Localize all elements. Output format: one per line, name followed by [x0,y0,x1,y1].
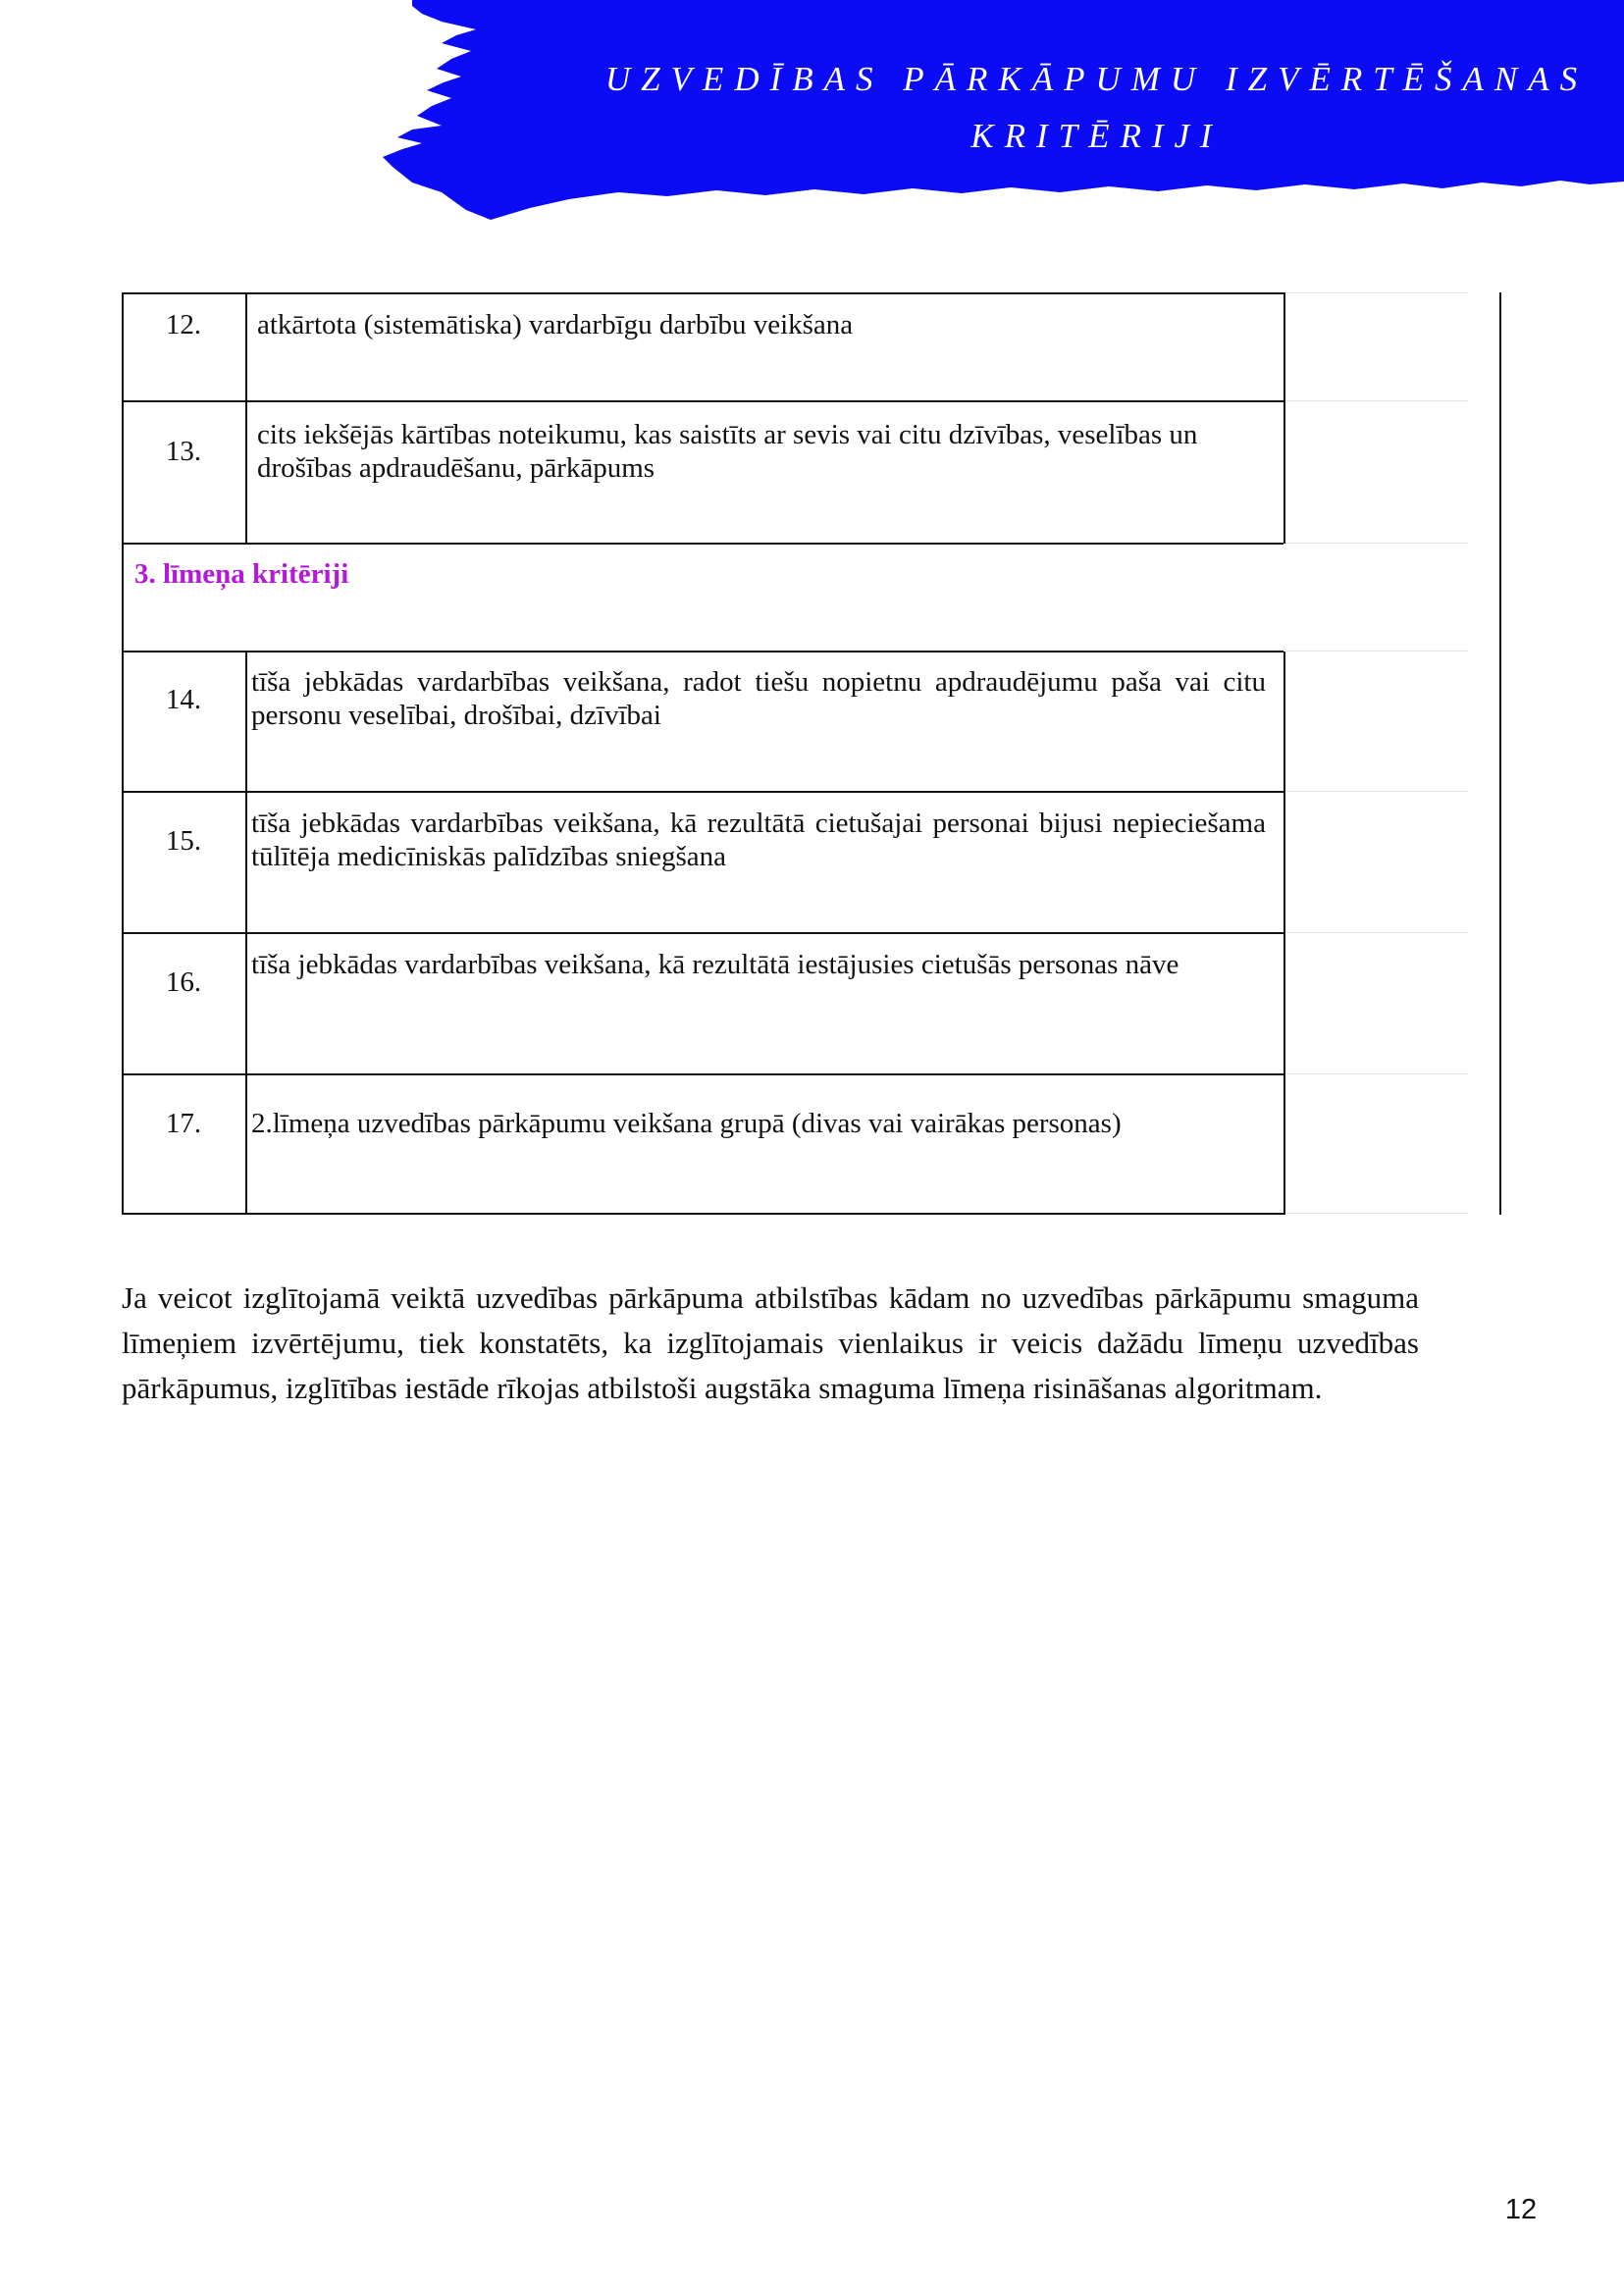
row-description: cits iekšējās kārtības noteikumu, kas saistīts ar sevis vai citu dzīvības, veselības un drošības apdraudēšanu, pārkāpums [257,419,1198,484]
banner-title [569,51,1624,165]
section-title-level-3: 3. līmeņa kritēriji [134,558,349,590]
header-banner [383,0,1624,226]
row-number: 17. [165,1108,202,1139]
row-description: tīša jebkādas vardarbības veikšana, radot tiešu nopietnu apdraudējumu paša vai citu personu veselībai, drošībai, dzīvībai [251,666,1266,731]
mark-column-faint-line [1285,651,1468,652]
row-description: atkārtota (sistemātiska) vardarbīgu darbību veikšana [257,309,854,340]
row-line [122,400,1283,402]
mark-column-faint-line [1285,1213,1468,1214]
row-description: tīša jebkādas vardarbības veikšana, kā rezultātā iestājusies cietušās personas nāve [251,949,1179,980]
row-number: 14. [165,684,202,715]
table-right-border [1499,292,1501,1215]
row-line [122,292,1283,294]
row-number: 16. [165,966,202,998]
row-line [122,932,1283,934]
mark-column-faint-line [1285,932,1468,933]
page-number: 12 [1504,2194,1538,2225]
column-divider-number [245,292,247,544]
mark-column-faint-line [1285,791,1468,792]
criteria-table [122,292,1501,1215]
row-number: 15. [165,825,202,857]
mark-column-faint-line [1285,543,1468,544]
row-line [122,651,1283,652]
banner-title-line-1: UZVEDĪBAS PĀRKĀPUMU IZVĒRTĒŠANAS [604,60,1589,98]
mark-column-faint-line [1285,292,1468,293]
row-description: 2.līmeņa uzvedības pārkāpumu veikšana grupā (divas vai vairākas personas) [251,1108,1122,1139]
row-line [122,1213,1283,1215]
row-line [122,1073,1283,1075]
body-paragraph: Ja veicot izglītojamā veiktā uzvedības pārkāpuma atbilstības kādam no uzvedības pārkāpumu smaguma līmeņiem izvērtējumu, tiek konstatēts, ka izglītojamais vienlaikus ir veicis dažādu līmeņu uzvedības pārkāpumus, izglītības iestāde rīkojas atbilstoši augstāka smaguma līmeņa risināšanas algoritmam. [122,1280,1419,1405]
row-number: 13. [165,436,202,467]
banner-title-line-2: KRITĒRIJI [970,117,1223,155]
mark-column-faint-line [1285,400,1468,401]
row-line [122,543,1283,545]
column-divider-mark-lower [1283,652,1285,1215]
table-left-border [122,292,124,1215]
row-number: 12. [165,309,202,340]
mark-column-faint-line [1285,1073,1468,1074]
row-line [122,791,1283,793]
row-description: tīša jebkādas vardarbības veikšana, kā rezultātā cietušajai personai bijusi nepieciešama tūlītēja medicīniskās palīdzības sniegšana [251,808,1266,872]
